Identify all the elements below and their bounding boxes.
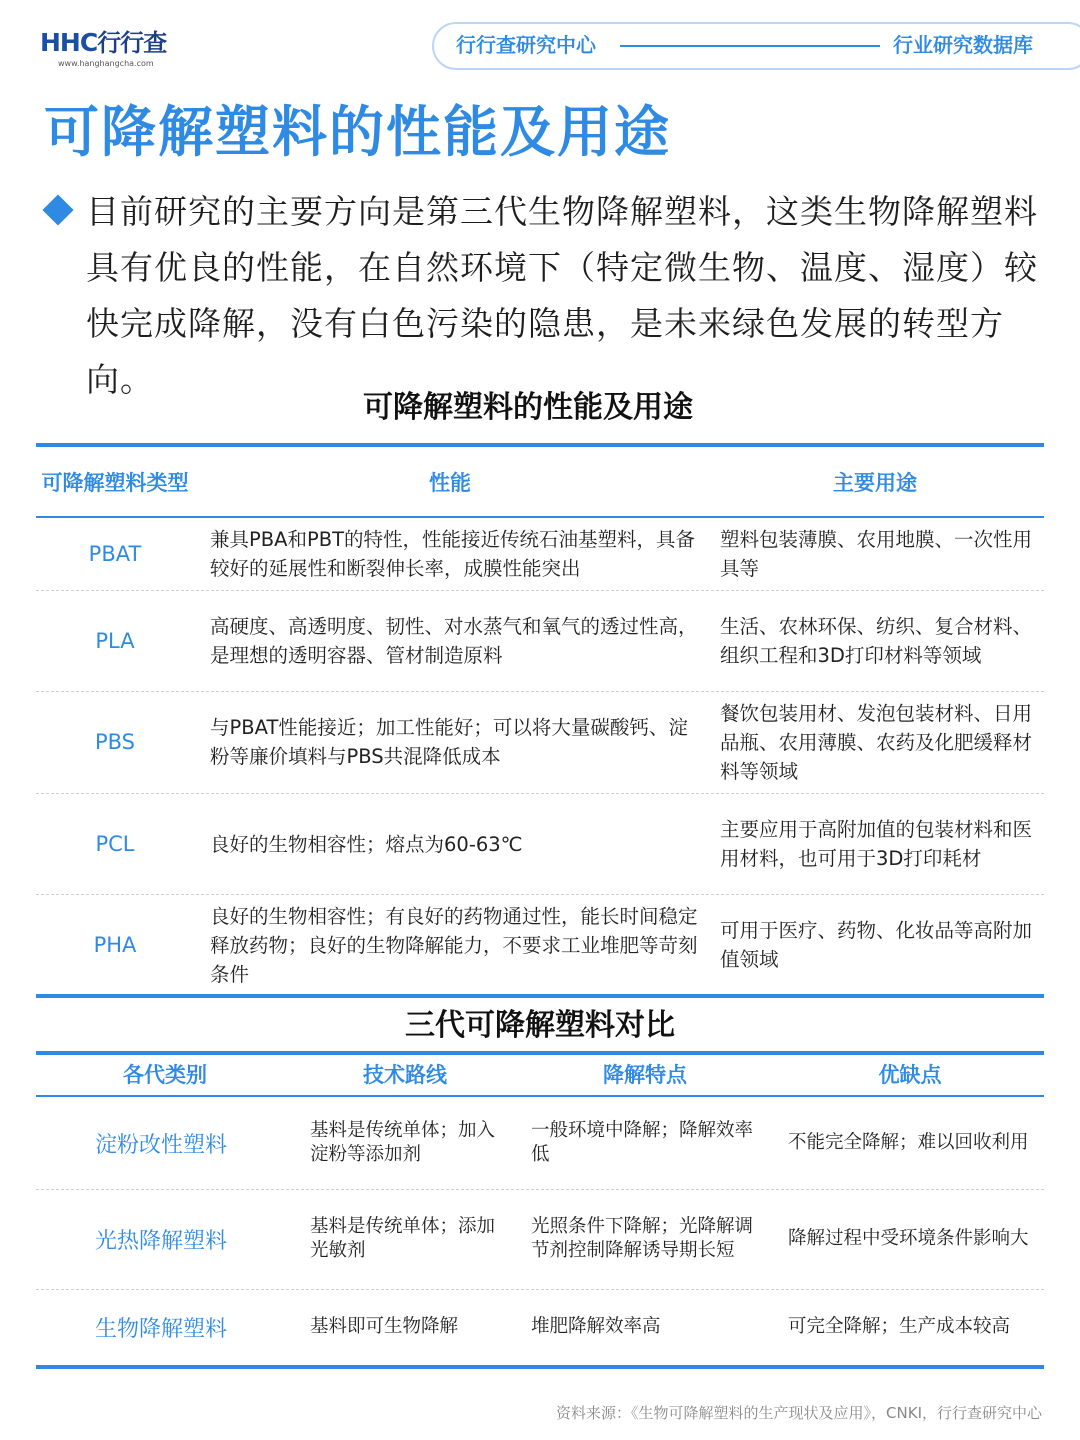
table1-uses-cell: 主要应用于高附加值的包装材料和医用材料，也可用于3D打印耗材 (720, 818, 1033, 870)
table1-performance-cell: 与PBAT性能接近；加工性能好；可以将大量碳酸钙、淀粉等廉价填料与PBS共混降低成本 (210, 716, 688, 768)
table1-title: 可降解塑料的性能及用途 (363, 390, 693, 425)
table1-header-uses: 主要用途 (833, 471, 917, 495)
header-database: 行业研究数据库 (893, 33, 1033, 57)
table1-bottom-rule (36, 994, 1044, 998)
source-footnote: 资料来源：《生物可降解塑料的生产现状及应用》，CNKI，行行查研究中心 (556, 1404, 1042, 1422)
logo-url: www.hanghangcha.com (58, 59, 154, 68)
table2-pros-cons-cell: 可完全降解；生产成本较高 (788, 1316, 1011, 1337)
brand-logo[interactable] (40, 28, 200, 72)
table1-header-performance: 性能 (429, 471, 471, 495)
table2-feature-cell: 堆肥降解效率高 (531, 1316, 661, 1337)
table2-feature-cell: 一般环境中降解；降解效率低 (531, 1120, 754, 1165)
table2-header-pros-cons: 优缺点 (878, 1063, 942, 1087)
header-divider-line (620, 45, 880, 47)
table2-pros-cons-cell: 不能完全降解；难以回收利用 (788, 1132, 1029, 1153)
table1-performance-cell: 良好的生物相容性；有良好的药物通过性，能长时间稳定释放药物；良好的生物降解能力，不要求工业堆肥等苛刻条件 (210, 904, 698, 986)
logo-name: 行行查 (97, 29, 167, 57)
logo-letters: HHC (40, 28, 98, 57)
table1-performance-cell: 高硬度、高透明度、韧性、对水蒸气和氧气的透过性高，是理想的透明容器、管材制造原料 (210, 615, 698, 667)
table2-route-cell: 基料是传统单体；加入淀粉等添加剂 (310, 1120, 496, 1165)
table2-header-feature: 降解特点 (603, 1063, 687, 1087)
table2-category-cell: 生物降解塑料 (95, 1316, 228, 1342)
table2-pros-cons-cell: 降解过程中受环境条件影响大 (788, 1228, 1029, 1249)
logo-wordmark (40, 28, 200, 58)
table2-category-cell: 淀粉改性塑料 (95, 1132, 228, 1158)
header-research-center: 行行查研究中心 (456, 33, 596, 57)
table2-route-cell: 基料即可生物降解 (310, 1316, 459, 1337)
table1-performance-cell: 良好的生物相容性；熔点为60-63℃ (210, 832, 523, 856)
table2-category-cell: 光热降解塑料 (95, 1228, 228, 1254)
table1-type-cell: PBS (94, 730, 136, 754)
table1-uses-cell: 可用于医疗、药物、化妆品等高附加值领域 (720, 919, 1033, 971)
table1-uses-cell: 生活、农林环保、纺织、复合材料、组织工程和3D打印材料等领域 (720, 615, 1033, 667)
table2-route-cell: 基料是传统单体；添加光敏剂 (310, 1216, 496, 1261)
table2-top-rule (36, 1051, 1044, 1055)
table1-uses-cell: 餐饮包装用材、发泡包装材料、日用品瓶、农用薄膜、农药及化肥缓释材料等领域 (720, 701, 1033, 783)
table1-type-cell: PLA (95, 629, 135, 653)
intro-paragraph: 目前研究的主要方向是第三代生物降解塑料，这类生物降解塑料具有优良的性能，在自然环境下（特定微生物、温度、湿度）较快完成降解，没有白色污染的隐患，是未来绿色发展的转型方向。 (86, 192, 1038, 399)
table1-type-cell: PHA (93, 933, 137, 957)
page-title: 可降解塑料的性能及用途 (44, 100, 672, 164)
table1-header-type: 可降解塑料类型 (41, 471, 189, 495)
table1-performance-cell: 兼具PBA和PBT的特性，性能接近传统石油基塑料，具备较好的延展性和断裂伸长率，成膜性能突出 (210, 528, 696, 580)
table2-bottom-rule (36, 1365, 1044, 1369)
table2-title: 三代可降解塑料对比 (405, 1008, 675, 1043)
table1-type-cell: PBAT (88, 542, 142, 566)
table2-header-category: 各代类别 (123, 1063, 207, 1087)
diamond-bullet-icon (42, 194, 73, 225)
table1-type-cell: PCL (95, 832, 135, 856)
table2-feature-cell: 光照条件下降解；光降解调节剂控制降解诱导期长短 (531, 1216, 754, 1261)
table1-top-rule (36, 443, 1044, 447)
table2-header-route: 技术路线 (363, 1063, 447, 1087)
table1-uses-cell: 塑料包装薄膜、农用地膜、一次性用具等 (720, 528, 1033, 580)
